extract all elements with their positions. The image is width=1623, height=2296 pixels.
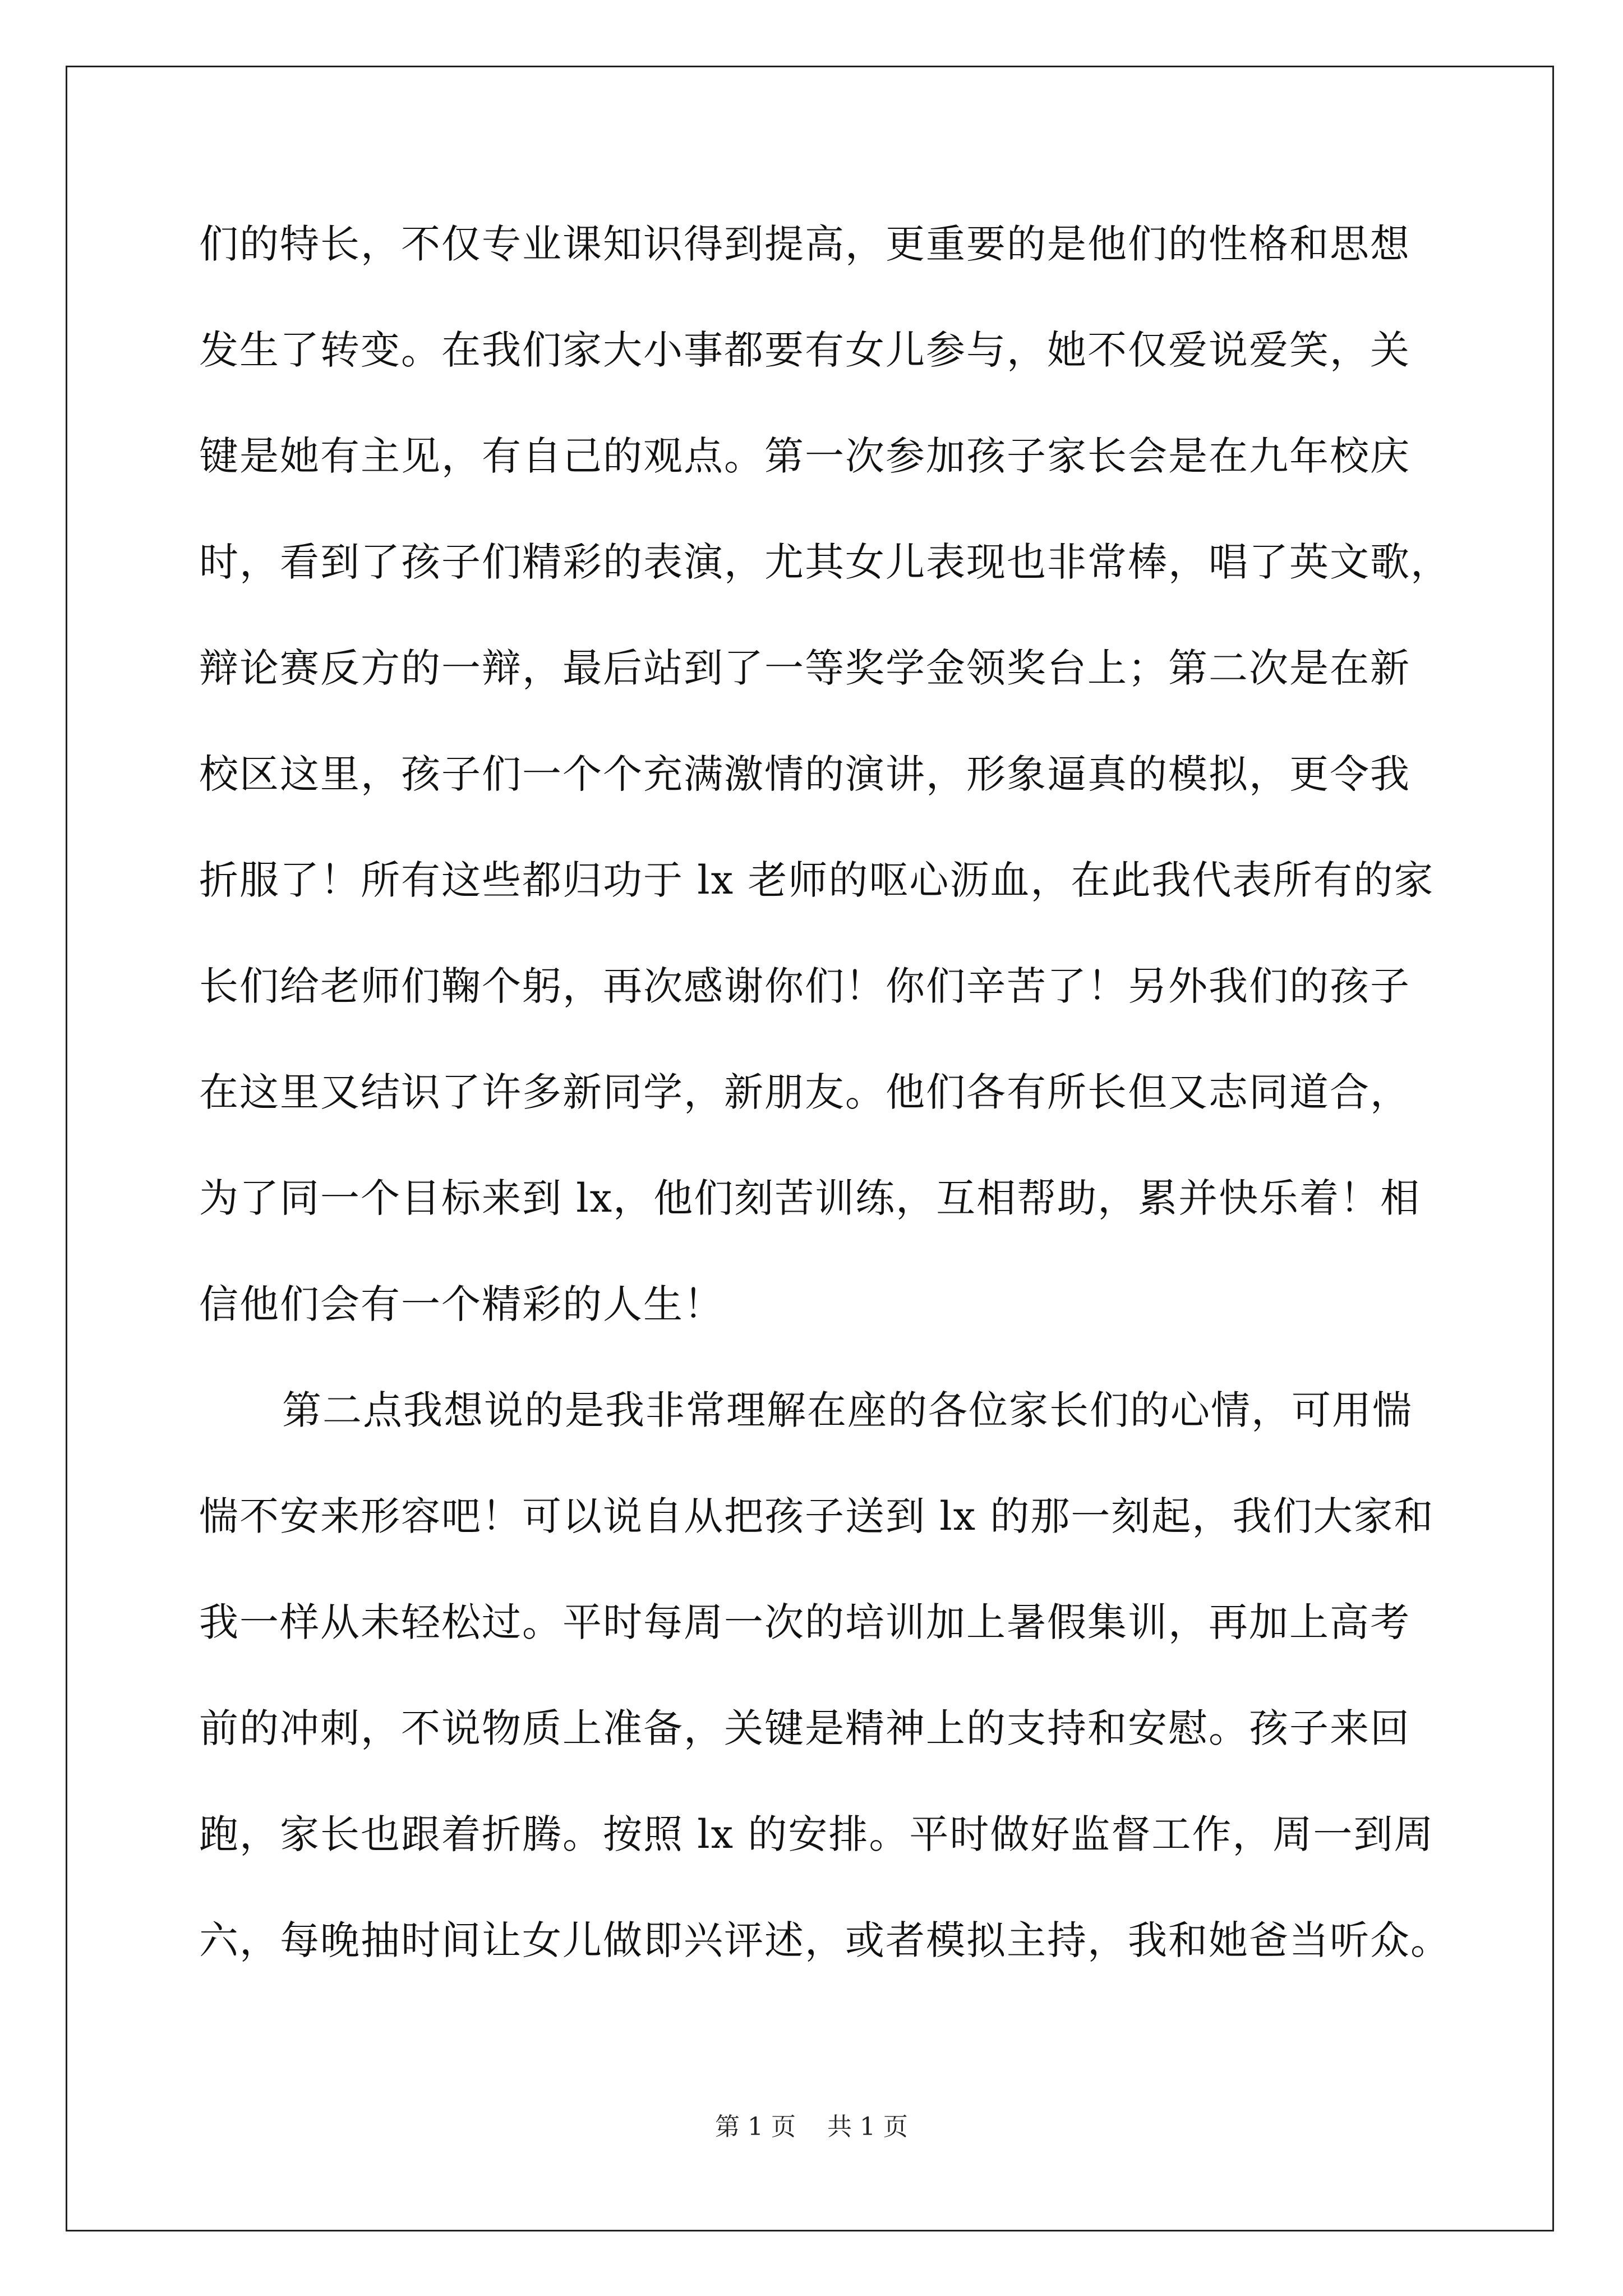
text-line: 辩论赛反方的一辩，最后站到了一等奖学金领奖台上；第二次是在新 <box>199 645 1410 691</box>
text-line: 惴不安来形容吧！可以说自从把孩子送到 lx 的那一刻起，我们大家和 <box>199 1493 1435 1539</box>
text-line: 第二点我想说的是我非常理解在座的各位家长们的心情，可用惴 <box>282 1387 1413 1433</box>
text-line: 们的特长，不仅专业课知识得到提高，更重要的是他们的性格和思想 <box>199 221 1410 267</box>
text-line: 六，每晚抽时间让女儿做即兴评述，或者模拟主持，我和她爸当听众。 <box>199 1917 1451 1963</box>
text-line: 校区这里，孩子们一个个充满激情的演讲，形象逼真的模拟，更令我 <box>199 751 1410 797</box>
text-line: 发生了转变。在我们家大小事都要有女儿参与，她不仅爱说爱笑，关 <box>199 327 1410 373</box>
text-line: 在这里又结识了许多新同学，新朋友。他们各有所长但又志同道合， <box>199 1069 1410 1115</box>
text-line: 折服了！所有这些都归功于 lx 老师的呕心沥血，在此我代表所有的家 <box>199 857 1435 903</box>
text-line: 前的冲刺，不说物质上准备，关键是精神上的支持和安慰。孩子来回 <box>199 1705 1410 1751</box>
text-line: 键是她有主见，有自己的观点。第一次参加孩子家长会是在九年校庆 <box>199 433 1410 479</box>
text-line: 长们给老师们鞠个躬，再次感谢你们！你们辛苦了！另外我们的孩子 <box>199 963 1410 1009</box>
text-line: 信他们会有一个精彩的人生！ <box>199 1281 724 1327</box>
text-line: 时，看到了孩子们精彩的表演，尤其女儿表现也非常棒，唱了英文歌， <box>199 539 1451 585</box>
text-line: 跑，家长也跟着折腾。按照 lx 的安排。平时做好监督工作，周一到周 <box>199 1811 1435 1857</box>
document-body <box>199 202 1451 2004</box>
text-line: 我一样从未轻松过。平时每周一次的培训加上暑假集训，再加上高考 <box>199 1599 1410 1645</box>
text-line: 为了同一个目标来到 lx，他们刻苦训练，互相帮助，累并快乐着！相 <box>199 1175 1421 1221</box>
page-footer: 第 1 页 共 1 页 <box>715 2113 908 2141</box>
